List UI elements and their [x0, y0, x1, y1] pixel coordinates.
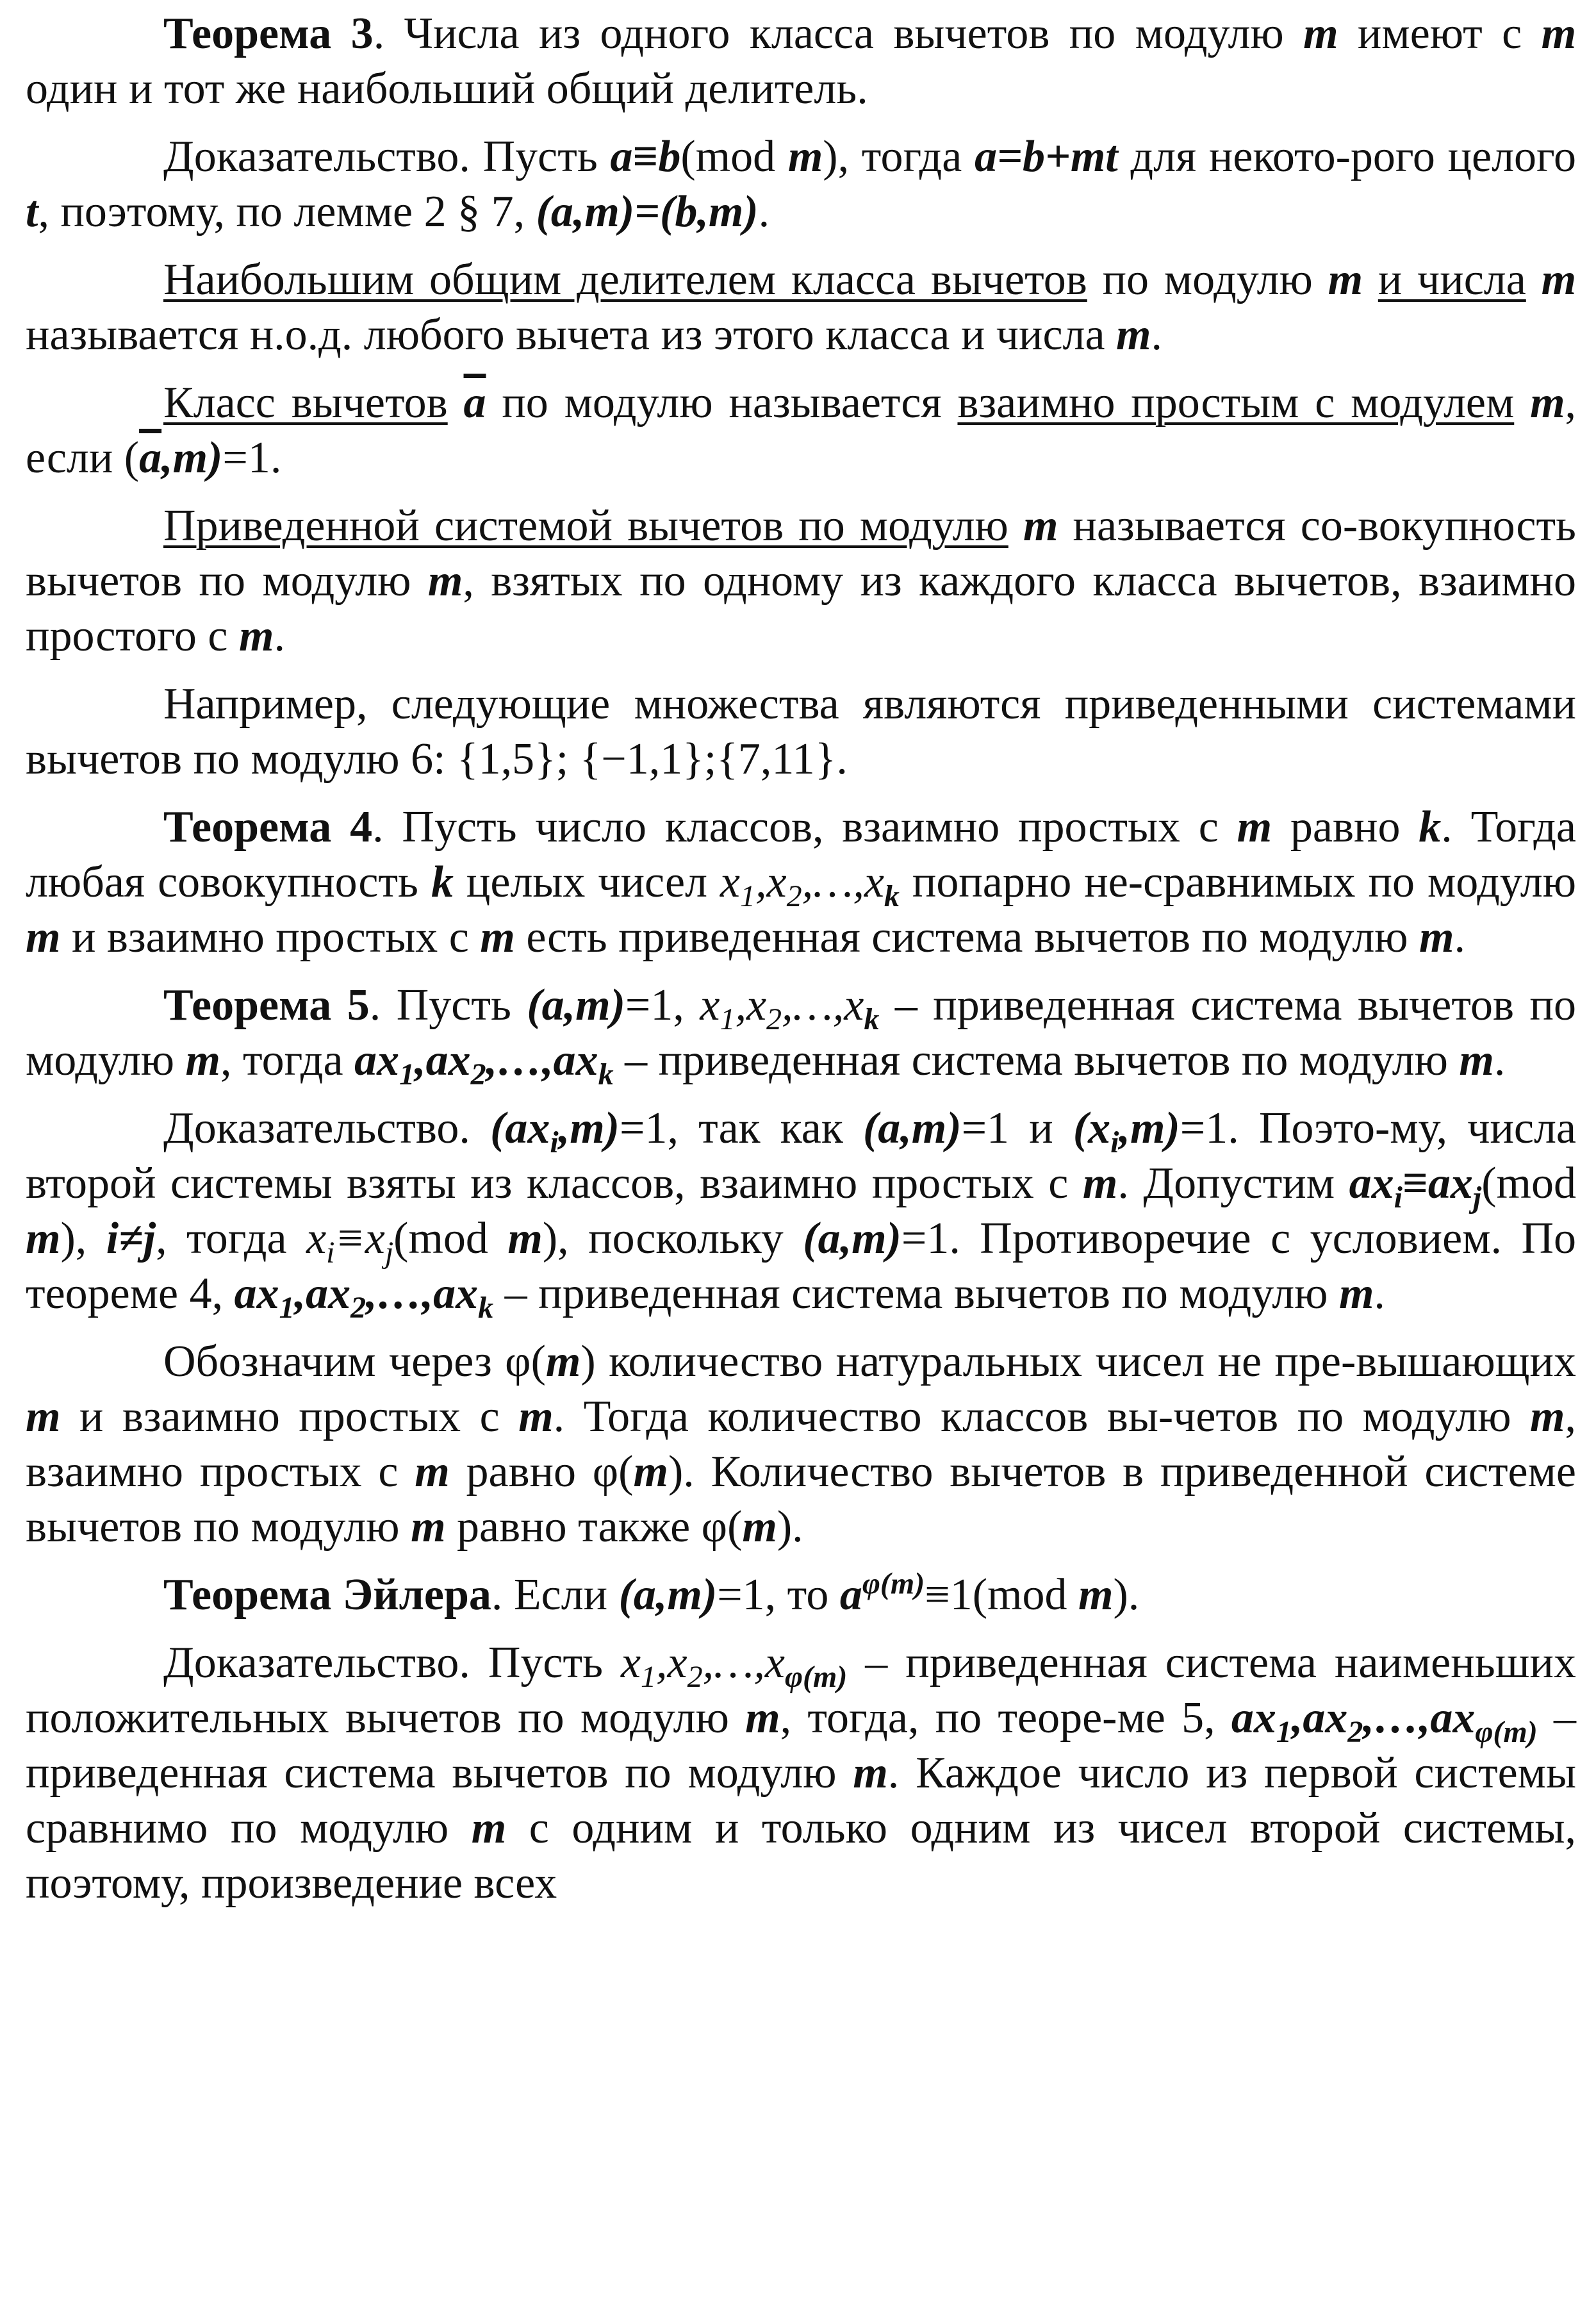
proof-5: Доказательство. $(ax_i,m)=1$, так как (a,m)=1 и $(x_i,m)=1$. Поэто-му, числа второй системы взяты из классов, взаимно простых с m. Допустим $ax_i\equiv ax_j(mod$ m), i≠j, тогда $x_i\equiv x_j(mod$ m), поскольку (a,m)=1. Противоречие с условием. По теореме 4, $ax_1,ax_2,\dots,ax_k$ – приведенная система вычетов по модулю m.: [26, 1104, 1577, 1325]
euler-theorem: Теорема Эйлера. Если (a,m)=1, то $a^{\varphi(m)}\equiv 1(mod$ m).: [163, 1566, 1140, 1620]
theorem-3: Теорема 3. Числа из одного класса вычетов по модулю m имеют с m один и тот же наибольший общий делитель.: [26, 9, 1577, 113]
phi-definition: Обозначим через φ(m) количество натуральных чисел не пре-вышающих m и взаимно простых с m. Тогда количество классов вы-четов по модулю m, взаимно простых с m равно φ(m). Количество вычетов в приведенной системе вычетов по модулю m равно также φ(m).: [26, 1337, 1577, 1552]
document-page: [26, 6, 1576, 1924]
definition-gcd-class: Наибольшим общим делителем класса вычетов по модулю m и числа m называется н.о.д. любого вычета из этого класса и числа m.: [26, 255, 1577, 360]
definition-coprime-class: Класс вычетов $\overline{a}$ по модулю называется взаимно простым с модулем m, если $(\overline{a},m)=1$.: [26, 378, 1577, 483]
proof-3: Доказательство. Пусть a≡b(mod m), тогда a=b+mt для некото-рого целого t, поэтому, по лемме 2 § 7, (a,m)=(b,m).: [26, 132, 1577, 236]
definition-reduced-system: Приведенной системой вычетов по модулю m называется со-вокупность вычетов по модулю m, взятых по одному из каждого класса вычетов, взаимно простого с m.: [26, 501, 1576, 661]
proof-euler: Доказательство. Пусть $x_1,x_2,\dots,x_{\varphi(m)}$ – приведенная система наименьших положительных вычетов по модулю m, тогда, по теоре-ме 5, $ax_1,ax_2,\dots,ax_{\varphi(m)}$ – приведенная система вычетов по модулю m. Каждое число из первой системы сравнимо по модулю m с одним и только одним из чисел второй системы, поэтому, произведение всех: [26, 1638, 1576, 1908]
theorem-5: Теорема 5. Пусть (a,m)=1, $x_1,x_2,\dots,x_k$ – приведенная система вычетов по модулю m, тогда $ax_1,ax_2,\dots,ax_k$ – приведенная система вычетов по модулю m.: [26, 981, 1576, 1091]
theorem-5-label: Теорема 5: [163, 981, 370, 1030]
theorem-4-label: Теорема 4: [163, 802, 373, 852]
example-paragraph: Например, следующие множества являются приведенными системами вычетов по модулю 6: {1,5}; {−1,1};{7,11}.: [26, 679, 1576, 784]
theorem-3-label: Теорема 3: [163, 9, 374, 58]
theorem-4: Теорема 4. Пусть число классов, взаимно простых с m равно k. Тогда любая совокупность k целых чисел $x_1,x_2,\dots,x_k$ попарно не-сравнимых по модулю m и взаимно простых с m есть приведенная система вычетов по модулю m.: [26, 802, 1576, 962]
euler-theorem-label: Теорема Эйлера: [163, 1570, 491, 1620]
